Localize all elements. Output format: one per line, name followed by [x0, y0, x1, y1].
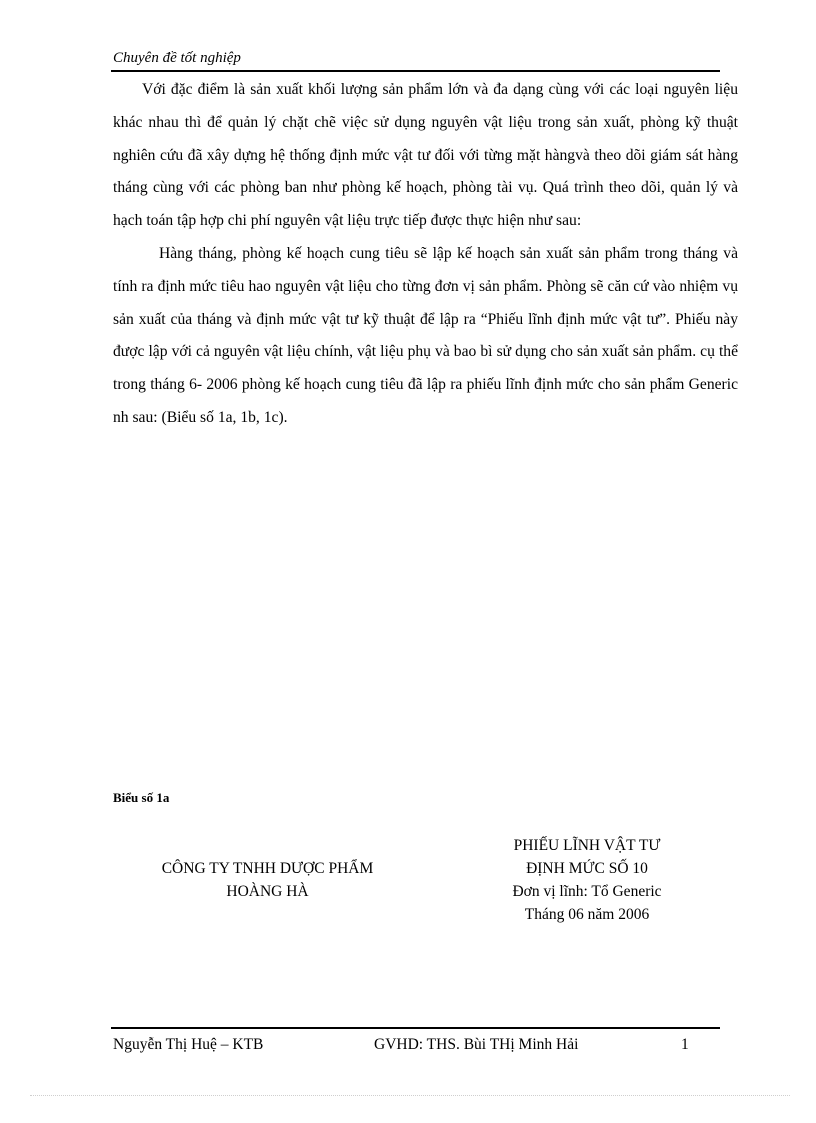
- paragraph-1: Với đặc điểm là sản xuất khối lượng sản phẩm lớn và đa dạng cùng với các loại nguyên liệu khác nhau thì để quản lý chặt chẽ việc sử dụng nguyên vật liệu trong sản xuất, phòng kỹ thuật nghiên cứu đã xây dựng hệ thống định mức vật tư đối với từng mặt hàngvà theo dõi giám sát hàng tháng cùng với các phòng ban như phòng kế hoạch, phòng tài vụ. Quá trình theo dõi, quản lý và hạch toán tập hợp chi phí nguyên vật liệu trực tiếp được thực hiện như sau:: [113, 81, 738, 230]
- footer-advisor: GVHD: THS. Bùi THị Minh Hải: [374, 1036, 579, 1053]
- form-label: Biểu số 1a: [113, 790, 170, 805]
- page-bottom-edge: [30, 1095, 790, 1096]
- company-name-line1: CÔNG TY TNHH DƯỢC PHẨM: [161, 860, 374, 877]
- header-title: Chuyên đề tốt nghiệp: [113, 50, 241, 66]
- slip-unit: Đơn vị lĩnh: Tổ Generic: [512, 883, 662, 900]
- body-text: [113, 74, 738, 435]
- paragraph-2: Hàng tháng, phòng kế hoạch cung tiêu sẽ lập kế hoạch sản xuất sản phẩm trong tháng và tính ra định mức tiêu hao nguyên vật liệu cho từng đơn vị sản phẩm. Phòng sẽ căn cứ vào nhiệm vụ sản xuất của tháng và định mức vật tư kỹ thuật để lập ra “Phiếu lĩnh định mức vật tư”. Phiếu này được lập với cả nguyên vật liệu chính, vật liệu phụ và bao bì sử dụng cho sản xuất sản phẩm. cụ thể trong tháng 6- 2006 phòng kế hoạch cung tiêu đã lập ra phiếu lĩnh định mức cho sản phẩm Generic nh sau: (Biểu số 1a, 1b, 1c).: [113, 244, 738, 426]
- slip-period: Tháng 06 năm 2006: [524, 906, 650, 923]
- slip-number: ĐỊNH MỨC SỐ 10: [526, 860, 648, 877]
- header-divider: [111, 70, 720, 72]
- page-number: 1: [681, 1036, 689, 1053]
- footer-author: Nguyễn Thị Huệ – KTB: [113, 1036, 264, 1053]
- footer-divider: [111, 1027, 720, 1029]
- slip-title: PHIẾU LĨNH VẬT TƯ: [513, 837, 661, 854]
- company-name-line2: HOÀNG HÀ: [226, 883, 309, 900]
- slip-block: [498, 834, 676, 926]
- company-block: [140, 857, 395, 903]
